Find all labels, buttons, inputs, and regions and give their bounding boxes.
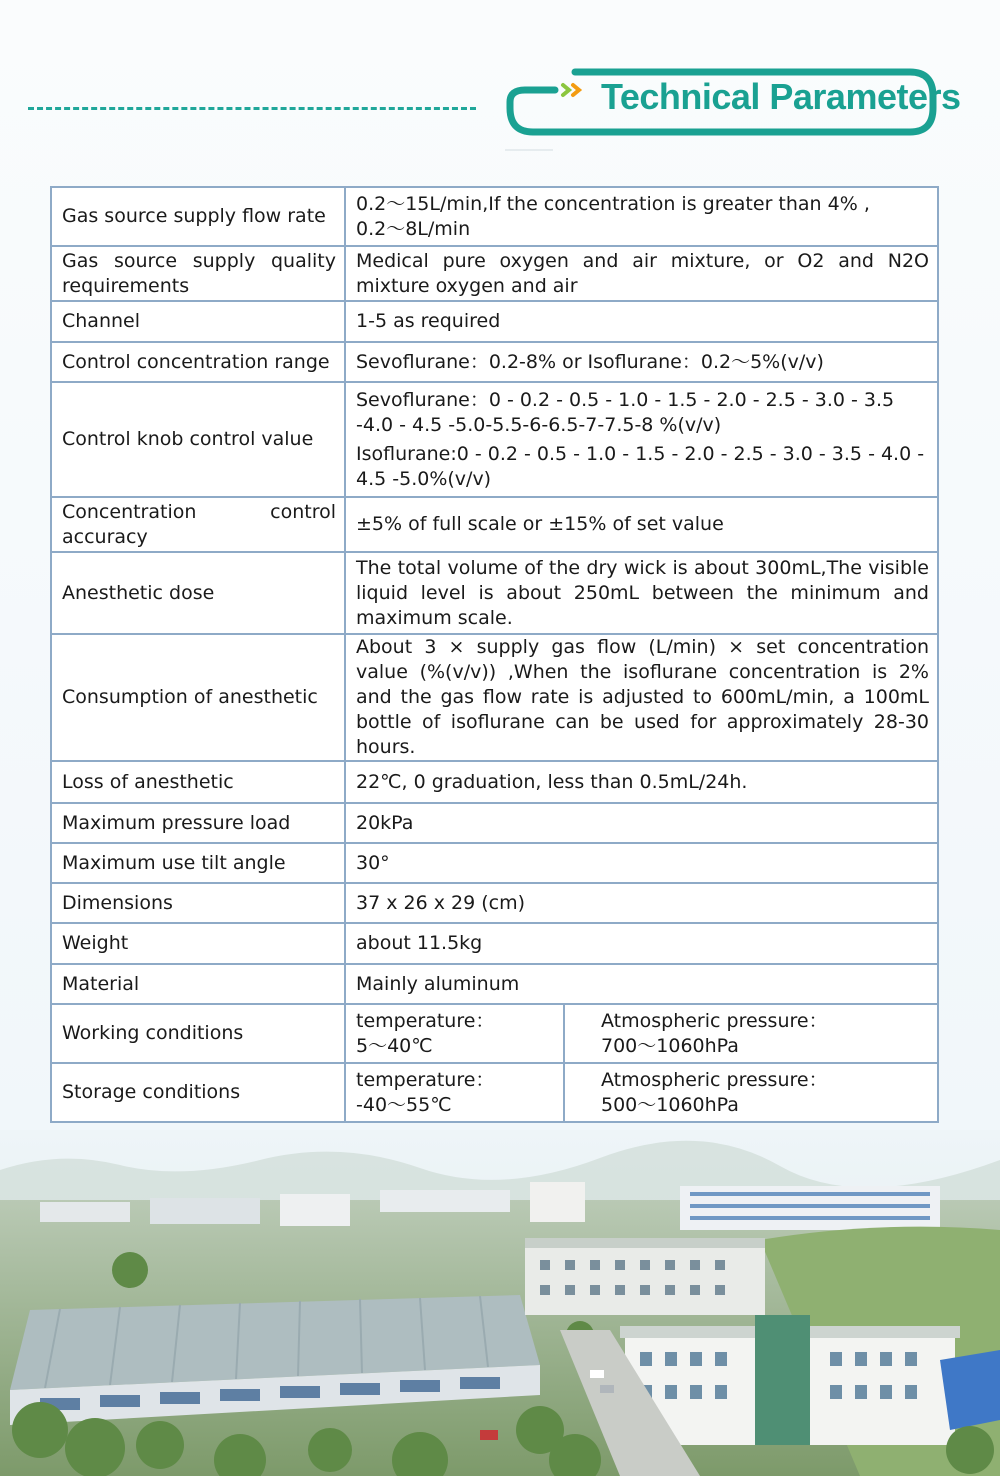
param-label: Gas source supply flow rate — [51, 187, 345, 246]
page-title: Technical Parameters — [601, 76, 961, 117]
param-value: 20kPa — [345, 803, 938, 843]
param-label: Maximum pressure load — [51, 803, 345, 843]
param-value-line: temperature： — [356, 1068, 495, 1091]
param-label: Working conditions — [51, 1004, 345, 1063]
param-label: Channel — [51, 301, 345, 342]
param-value-line: 0.2～15L/min,If the concentration is greater than 4% , — [356, 192, 870, 215]
param-label: Weight — [51, 923, 345, 964]
table-row — [51, 843, 938, 883]
param-value — [345, 382, 938, 497]
title-banner — [505, 66, 961, 134]
param-label: Control concentration range — [51, 342, 345, 382]
table-row — [51, 552, 938, 634]
parameters-table — [50, 186, 939, 1123]
param-value-line: 5～40℃ — [356, 1034, 433, 1057]
param-value-line: 500～1060hPa — [601, 1093, 739, 1116]
table-row — [51, 1063, 938, 1122]
param-value — [564, 1004, 938, 1063]
param-value-line: Sevoflurane：0 - 0.2 - 0.5 - 1.0 - 1.5 - 2.0 - 2.5 - 3.0 - 3.5 -4.0 - 4.5 -5.0-5.5-6-6.5-7-7.5-8 %(v/v) — [356, 388, 895, 436]
param-label: Gas source supply quality requirements — [51, 246, 345, 301]
dashed-divider — [28, 107, 476, 110]
param-value: 37 x 26 x 29 (cm) — [345, 883, 938, 923]
param-value: about 11.5kg — [345, 923, 938, 964]
table-row — [51, 761, 938, 803]
param-value: 1-5 as required — [345, 301, 938, 342]
param-value: Sevoflurane：0.2-8% or Isoflurane：0.2～5%(v/v) — [345, 342, 938, 382]
param-value: ±5% of full scale or ±15% of set value — [345, 497, 938, 552]
factory-aerial-photo — [0, 1130, 1000, 1476]
param-label: Control knob control value — [51, 382, 345, 497]
param-value: Mainly aluminum — [345, 964, 938, 1004]
param-value: The total volume of the dry wick is about 300mL,The visible liquid level is about 250mL between the minimum and maximum scale. — [345, 552, 938, 634]
table-row — [51, 342, 938, 382]
param-value — [564, 1063, 938, 1122]
param-value-line: Atmospheric pressure： — [601, 1009, 828, 1032]
param-label: Loss of anesthetic — [51, 761, 345, 803]
param-label: Concentration control accuracy — [51, 497, 345, 552]
param-value-line: 0.2～8L/min — [356, 217, 471, 240]
param-label: Material — [51, 964, 345, 1004]
table-row — [51, 803, 938, 843]
param-label: Anesthetic dose — [51, 552, 345, 634]
param-value: Medical pure oxygen and air mixture, or O2 and N2O mixture oxygen and air — [345, 246, 938, 301]
param-value — [345, 187, 938, 246]
param-value: About 3 × supply gas flow (L/min) × set concentration value (%(v/v)) ,When the isoflurane concentration is 2% and the gas flow rate is adjusted to 600mL/min, a 100mL bottle of isoflurane can be used for approximately 28-30 hours. — [345, 634, 938, 761]
param-value-line: 700～1060hPa — [601, 1034, 739, 1057]
table-row — [51, 883, 938, 923]
param-label: Consumption of anesthetic — [51, 634, 345, 761]
param-value-line: Atmospheric pressure： — [601, 1068, 828, 1091]
table-row — [51, 497, 938, 552]
param-value-line: Isoflurane:0 - 0.2 - 0.5 - 1.0 - 1.5 - 2.0 - 2.5 - 3.0 - 3.5 - 4.0 - 4.5 -5.0%(v/v) — [356, 442, 925, 490]
param-label: Maximum use tilt angle — [51, 843, 345, 883]
table-row — [51, 382, 938, 497]
table-row — [51, 634, 938, 761]
param-value-line: temperature： — [356, 1009, 495, 1032]
table-row — [51, 923, 938, 964]
title-underline — [505, 149, 553, 151]
param-value — [345, 1004, 564, 1063]
param-label: Storage conditions — [51, 1063, 345, 1122]
table-row — [51, 964, 938, 1004]
table-row — [51, 246, 938, 301]
table-row — [51, 301, 938, 342]
param-value — [345, 1063, 564, 1122]
factory-photo-illustration — [0, 1130, 1000, 1476]
table-row — [51, 1004, 938, 1063]
table-row — [51, 187, 938, 246]
param-value: 30° — [345, 843, 938, 883]
param-value: 22℃, 0 graduation, less than 0.5mL/24h. — [345, 761, 938, 803]
param-label: Dimensions — [51, 883, 345, 923]
param-value-line: -40～55℃ — [356, 1093, 452, 1116]
page-header — [0, 0, 1000, 160]
